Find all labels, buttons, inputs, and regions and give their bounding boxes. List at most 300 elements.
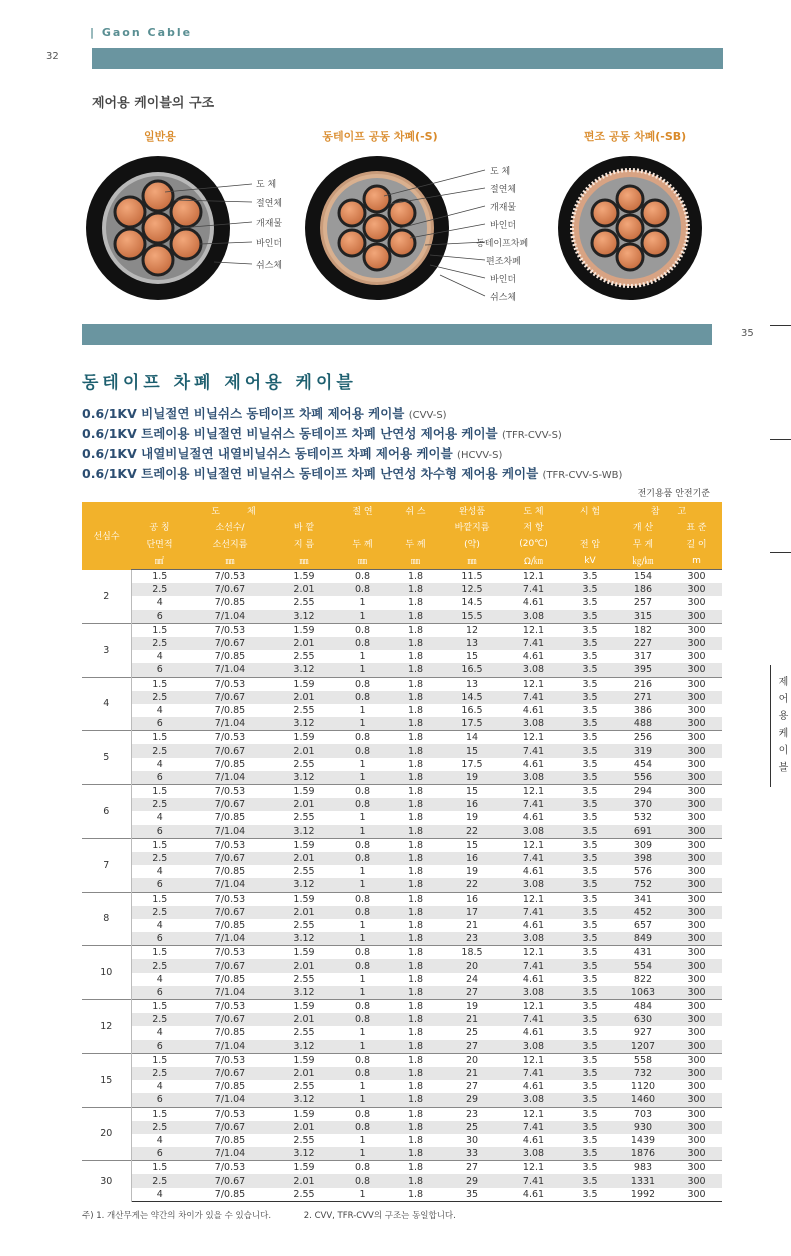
table-row xyxy=(82,878,722,892)
table-row xyxy=(82,785,722,799)
table-cell: 16 xyxy=(442,852,502,865)
table-cell: 12.1 xyxy=(502,1000,565,1014)
header-unit: ㎟ xyxy=(131,552,188,570)
table-cell: 25 xyxy=(442,1121,502,1134)
part-label: 절연체 xyxy=(256,199,283,209)
subtitle-4: 0.6/1KV 트레이용 비닐절연 비닐쉬스 동테이프 차폐 난연성 차수형 제어용 케이블 (TFR-CVV-S-WB) xyxy=(82,466,623,481)
table-cell: 300 xyxy=(671,1067,722,1080)
table-cell: 1.5 xyxy=(131,946,188,960)
table-cell: 1 xyxy=(359,812,366,824)
table-cell: 0.8 xyxy=(336,798,389,811)
table-cell: 7.41 xyxy=(502,691,565,704)
table-cell: 1.8 xyxy=(407,1134,424,1146)
table-cell: 930 xyxy=(615,1121,671,1134)
part-label: 편조차폐 xyxy=(486,257,521,267)
table-cell: 2.01 xyxy=(272,1174,336,1187)
table-cell: 1.5 xyxy=(131,1107,188,1121)
table-cell: 7/1.04 xyxy=(188,986,272,1000)
table-cell: 2.01 xyxy=(272,637,336,650)
table-cell: 300 xyxy=(671,906,722,919)
table-cell: 7/0.53 xyxy=(188,677,272,691)
table-cell: 3.08 xyxy=(502,932,565,946)
table-cell: 3.12 xyxy=(272,878,336,892)
table-cell: 2.5 xyxy=(131,1174,188,1187)
table-cell: 0.8 xyxy=(336,892,389,906)
table-cell: 18.5 xyxy=(442,946,502,960)
table-row xyxy=(82,1026,722,1039)
table-cell: 3.5 xyxy=(582,571,598,583)
table-row xyxy=(82,758,722,771)
table-cell: 1 xyxy=(336,1147,389,1161)
table-cell: 300 xyxy=(671,583,722,596)
table-cell: 703 xyxy=(615,1107,671,1121)
core-count-cell: 12 xyxy=(82,1000,131,1054)
table-cell: 12.1 xyxy=(502,623,565,637)
table-cell: 2.5 xyxy=(131,852,188,865)
part-label: 개재물 xyxy=(256,219,283,229)
table-cell: 1.59 xyxy=(293,571,315,583)
table-cell: 1.5 xyxy=(131,731,188,745)
table-cell: 300 xyxy=(671,892,722,906)
table-row xyxy=(82,691,722,704)
header-cell: 공 칭 xyxy=(131,518,188,535)
table-cell: 2.01 xyxy=(272,798,336,811)
part-label: 바인더 xyxy=(256,239,283,249)
table-cell: 3.5 xyxy=(565,1093,615,1107)
table-cell: 7/0.85 xyxy=(214,812,246,824)
table-cell: 691 xyxy=(615,825,671,839)
table-row xyxy=(82,570,722,584)
part-label: 도 체 xyxy=(256,180,277,190)
table-row xyxy=(82,825,722,839)
table-cell: 2.01 xyxy=(272,906,336,919)
table-cell: 3.5 xyxy=(565,583,615,596)
table-cell: 7/0.53 xyxy=(188,1107,272,1121)
table-row xyxy=(82,1040,722,1054)
table-cell: 256 xyxy=(615,731,671,745)
table-cell: 1.8 xyxy=(389,959,442,972)
table-cell: 1.59 xyxy=(272,677,336,691)
table-cell: 12.1 xyxy=(502,1161,565,1175)
table-cell: 1 xyxy=(359,973,366,985)
table-cell: 4 xyxy=(156,1081,163,1093)
table-cell: 3.5 xyxy=(582,1134,598,1146)
part-label: 동테이프차폐 xyxy=(476,239,529,249)
table-cell: 3.08 xyxy=(502,1040,565,1054)
table-cell: 7/0.85 xyxy=(214,973,246,985)
table-cell: 7/0.67 xyxy=(188,1121,272,1134)
table-cell: 12.1 xyxy=(502,731,565,745)
cable-cross-sections xyxy=(0,140,791,310)
core-count-cell: 5 xyxy=(82,731,131,785)
table-cell: 576 xyxy=(633,866,653,878)
table-cell: 1 xyxy=(359,651,366,663)
table-cell: 0.8 xyxy=(336,838,389,852)
table-cell: 1 xyxy=(336,1093,389,1107)
table-cell: 3.5 xyxy=(582,973,598,985)
table-cell: 12.1 xyxy=(502,892,565,906)
table-row xyxy=(82,1107,722,1121)
table-cell: 1.8 xyxy=(389,1121,442,1134)
table-cell: 341 xyxy=(615,892,671,906)
table-cell: 822 xyxy=(633,973,653,985)
subtitle-3: 0.6/1KV 내열비닐절연 내열비닐쉬스 동테이프 차폐 제어용 케이블 (HCVV-S) xyxy=(82,446,503,461)
header-ref: 참 고 xyxy=(615,502,722,518)
table-cell: 3.5 xyxy=(565,677,615,691)
table-cell: 4.61 xyxy=(522,973,545,985)
table-cell: 2.01 xyxy=(272,852,336,865)
table-cell: 17 xyxy=(442,906,502,919)
table-cell: 0.8 xyxy=(336,731,389,745)
table-cell: 1.59 xyxy=(272,838,336,852)
table-cell: 4.61 xyxy=(522,651,545,663)
table-cell: 20 xyxy=(442,959,502,972)
table-cell: 11.5 xyxy=(461,571,483,583)
table-cell: 3.12 xyxy=(272,986,336,1000)
table-cell: 6 xyxy=(131,717,188,731)
table-cell: 7/0.67 xyxy=(188,637,272,650)
header-unit: ㎜ xyxy=(389,552,442,570)
table-cell: 6 xyxy=(131,1093,188,1107)
header-cell xyxy=(336,518,389,535)
table-cell: 4.61 xyxy=(522,1134,545,1146)
table-cell: 3.08 xyxy=(502,1093,565,1107)
table-row xyxy=(82,838,722,852)
table-cell: 3.5 xyxy=(565,1107,615,1121)
table-cell: 1.8 xyxy=(389,731,442,745)
structure-title: 제어용 케이블의 구조 xyxy=(92,96,215,111)
table-row xyxy=(82,1161,722,1175)
table-cell: 6 xyxy=(131,986,188,1000)
table-row xyxy=(82,663,722,677)
table-row xyxy=(82,744,722,757)
core-count-cell: 4 xyxy=(82,677,131,731)
table-cell: 0.8 xyxy=(336,1000,389,1014)
header-cell: (약) xyxy=(442,535,502,552)
part-label: 절연체 xyxy=(490,185,517,195)
table-cell: 1.8 xyxy=(389,1161,442,1175)
table-cell: 3.5 xyxy=(582,597,598,609)
table-cell: 300 xyxy=(671,1040,722,1054)
table-cell: 4.61 xyxy=(522,1081,545,1093)
table-cell: 16.5 xyxy=(442,663,502,677)
table-row xyxy=(82,906,722,919)
table-cell: 7/0.67 xyxy=(188,744,272,757)
cable-title-tape-shield: 동테이프 공동 차폐(-S) xyxy=(322,130,438,143)
header-cell: 개 산 xyxy=(615,518,671,535)
table-cell: 309 xyxy=(615,838,671,852)
table-cell: 4 xyxy=(156,919,163,931)
table-cell: 3.5 xyxy=(582,1027,598,1039)
table-cell: 3.5 xyxy=(582,1081,598,1093)
table-cell: 271 xyxy=(615,691,671,704)
table-cell: 1.8 xyxy=(389,785,442,799)
table-cell: 3.12 xyxy=(272,717,336,731)
table-cell: 16 xyxy=(442,892,502,906)
table-cell: 2.55 xyxy=(293,1134,315,1146)
table-cell: 2.01 xyxy=(272,583,336,596)
table-cell: 1.59 xyxy=(272,785,336,799)
table-cell: 6 xyxy=(131,610,188,624)
table-cell: 300 xyxy=(687,651,706,663)
header-resistance: 도 체 xyxy=(502,502,565,518)
table-cell: 186 xyxy=(615,583,671,596)
table-row xyxy=(82,892,722,906)
table-cell: 24 xyxy=(465,973,479,985)
table-cell: 2.55 xyxy=(272,1188,336,1202)
table-cell: 19 xyxy=(465,812,479,824)
table-cell: 1.5 xyxy=(131,1000,188,1014)
table-cell: 1.8 xyxy=(407,973,424,985)
table-row xyxy=(82,959,722,972)
table-cell: 1.8 xyxy=(389,892,442,906)
table-row xyxy=(82,1013,722,1026)
table-cell: 2.55 xyxy=(293,1081,315,1093)
table-cell: 4 xyxy=(156,812,163,824)
table-cell: 1.59 xyxy=(272,1161,336,1175)
table-cell: 300 xyxy=(687,1134,706,1146)
table-cell: 7.41 xyxy=(502,1013,565,1026)
table-cell: 1.5 xyxy=(152,571,168,583)
table-row xyxy=(82,986,722,1000)
table-cell: 3.08 xyxy=(502,1147,565,1161)
table-cell: 12.1 xyxy=(522,571,545,583)
table-cell: 1992 xyxy=(615,1188,671,1202)
table-cell: 4 xyxy=(156,651,163,663)
header-cell: 두 께 xyxy=(336,535,389,552)
table-cell: 7/0.85 xyxy=(214,866,246,878)
table-cell: 7/0.67 xyxy=(188,959,272,972)
table-cell: 1120 xyxy=(630,1081,656,1093)
table-cell: 983 xyxy=(615,1161,671,1175)
table-cell: 3.5 xyxy=(565,771,615,785)
table-cell: 4 xyxy=(156,704,163,716)
table-cell: 3.5 xyxy=(565,691,615,704)
header-cell: 전 압 xyxy=(565,535,615,552)
table-cell: 1 xyxy=(336,663,389,677)
header-cell: 단면적 xyxy=(131,535,188,552)
table-cell: 2.5 xyxy=(131,1067,188,1080)
table-row xyxy=(82,973,722,986)
page-number-left: 32 xyxy=(46,51,59,62)
header-band-top xyxy=(92,48,723,69)
table-row xyxy=(82,1188,722,1202)
table-cell: 300 xyxy=(671,798,722,811)
table-cell: 1.59 xyxy=(272,1000,336,1014)
header-cores: 선심수 xyxy=(82,502,131,570)
table-cell: 0.8 xyxy=(336,946,389,960)
table-cell: 0.8 xyxy=(336,1174,389,1187)
table-cell: 300 xyxy=(671,986,722,1000)
table-cell: 3.5 xyxy=(582,866,598,878)
table-cell: 4 xyxy=(156,597,163,609)
table-cell: 4.61 xyxy=(522,919,545,931)
table-cell: 1.8 xyxy=(407,704,424,716)
header-sheath: 쉬 스 xyxy=(389,502,442,518)
table-row xyxy=(82,1080,722,1093)
table-cell: 300 xyxy=(687,704,706,716)
table-cell: 7/0.53 xyxy=(188,1053,272,1067)
table-cell: 20 xyxy=(442,1053,502,1067)
table-cell: 1 xyxy=(359,1027,366,1039)
table-row xyxy=(82,596,722,609)
table-cell: 1 xyxy=(336,986,389,1000)
table-cell: 7/0.53 xyxy=(188,623,272,637)
table-cell: 3.5 xyxy=(565,637,615,650)
header-cell: 지 름 xyxy=(272,535,336,552)
table-cell: 300 xyxy=(671,691,722,704)
table-cell: 3.5 xyxy=(565,838,615,852)
subtitle-2: 0.6/1KV 트레이용 비닐절연 비닐쉬스 동테이프 차폐 난연성 제어용 케이블 (TFR-CVV-S) xyxy=(82,426,562,441)
table-cell: 1.8 xyxy=(389,1000,442,1014)
table-cell: 7/0.53 xyxy=(188,1000,272,1014)
table-cell: 7.41 xyxy=(502,637,565,650)
table-cell: 7.41 xyxy=(502,744,565,757)
table-cell: 3.5 xyxy=(565,744,615,757)
table-cell: 1 xyxy=(336,1188,389,1202)
table-cell: 3.12 xyxy=(272,1147,336,1161)
table-cell: 1.8 xyxy=(407,758,424,770)
table-cell: 3.12 xyxy=(272,663,336,677)
table-cell: 1 xyxy=(336,610,389,624)
table-cell: 7/1.04 xyxy=(188,878,272,892)
table-cell: 3.5 xyxy=(565,878,615,892)
table-cell: 1 xyxy=(359,866,366,878)
table-cell: 0.8 xyxy=(336,785,389,799)
table-cell: 2.5 xyxy=(131,798,188,811)
table-cell: 1.8 xyxy=(407,812,424,824)
table-cell: 300 xyxy=(687,812,706,824)
table-cell: 15 xyxy=(442,744,502,757)
table-cell: 300 xyxy=(671,771,722,785)
table-cell: 2.01 xyxy=(272,744,336,757)
table-cell: 1.8 xyxy=(407,597,424,609)
table-row xyxy=(82,1174,722,1187)
table-cell: 2.55 xyxy=(293,1027,315,1039)
cable-title-braid-shield: 편조 공동 차폐(-SB) xyxy=(583,130,687,143)
table-row xyxy=(82,798,722,811)
table-row xyxy=(82,771,722,785)
table-cell: 300 xyxy=(687,597,706,609)
table-cell: 3.5 xyxy=(565,892,615,906)
table-cell: 3.12 xyxy=(272,1040,336,1054)
table-cell: 1.5 xyxy=(131,623,188,637)
table-cell: 1.8 xyxy=(407,866,424,878)
table-row xyxy=(82,1093,722,1107)
table-cell: 2.01 xyxy=(272,1013,336,1026)
table-cell: 1.59 xyxy=(272,892,336,906)
footnote xyxy=(82,1209,486,1221)
table-cell: 7/1.04 xyxy=(188,771,272,785)
table-cell: 630 xyxy=(615,1013,671,1026)
table-cell: 300 xyxy=(671,1161,722,1175)
footnote-1: 주) 1. 개산무게는 약간의 차이가 있을 수 있습니다. xyxy=(82,1211,272,1221)
table-cell: 0.8 xyxy=(336,1121,389,1134)
header-unit: ㎜ xyxy=(188,552,272,570)
header-cell: 두 께 xyxy=(389,535,442,552)
table-cell: 16 xyxy=(442,798,502,811)
table-cell: 300 xyxy=(671,1147,722,1161)
table-cell: 2.55 xyxy=(293,919,315,931)
core-count-cell: 30 xyxy=(82,1161,131,1202)
table-row xyxy=(82,946,722,960)
table-cell: 4.61 xyxy=(522,866,545,878)
table-cell: 2.5 xyxy=(131,637,188,650)
brand-label: | Gaon Cable xyxy=(90,26,193,39)
table-cell: 657 xyxy=(633,919,653,931)
table-row xyxy=(82,583,722,596)
table-cell: 29 xyxy=(442,1093,502,1107)
table-cell: 4 xyxy=(156,1134,163,1146)
table-row xyxy=(82,1147,722,1161)
table-cell: 300 xyxy=(671,785,722,799)
header-unit: m xyxy=(671,552,722,570)
table-cell: 27 xyxy=(442,1040,502,1054)
table-cell: 1.8 xyxy=(389,1053,442,1067)
table-cell: 1.8 xyxy=(389,1147,442,1161)
table-row xyxy=(82,1134,722,1147)
table-cell: 1.5 xyxy=(131,1053,188,1067)
table-row xyxy=(82,865,722,878)
table-cell: 7.41 xyxy=(502,583,565,596)
table-cell: 3.5 xyxy=(565,1147,615,1161)
cable-title-general: 일반용 xyxy=(144,130,176,143)
table-cell: 30 xyxy=(465,1134,479,1146)
table-cell: 7/0.67 xyxy=(188,798,272,811)
table-row xyxy=(82,623,722,637)
table-cell: 7/0.53 xyxy=(188,838,272,852)
table-cell: 1.8 xyxy=(389,623,442,637)
table-cell: 12 xyxy=(442,623,502,637)
table-cell: 1.8 xyxy=(407,1027,424,1039)
table-cell: 7/0.53 xyxy=(188,1161,272,1175)
table-cell: 257 xyxy=(633,597,653,609)
table-cell: 1.8 xyxy=(389,744,442,757)
table-cell: 1.5 xyxy=(131,838,188,852)
table-cell: 16.5 xyxy=(461,704,483,716)
table-cell: 13 xyxy=(442,637,502,650)
table-cell: 300 xyxy=(687,1081,706,1093)
table-cell: 849 xyxy=(615,932,671,946)
table-cell: 6 xyxy=(131,1147,188,1161)
table-row xyxy=(82,811,722,824)
table-cell: 0.8 xyxy=(336,677,389,691)
table-cell: 1 xyxy=(359,1134,366,1146)
table-cell: 0.8 xyxy=(336,637,389,650)
table-cell: 1.59 xyxy=(272,731,336,745)
table-row xyxy=(82,610,722,624)
table-cell: 21 xyxy=(465,919,479,931)
table-cell: 29 xyxy=(442,1174,502,1187)
table-row xyxy=(82,1067,722,1080)
table-cell: 752 xyxy=(615,878,671,892)
table-row xyxy=(82,1121,722,1134)
table-cell: 4.61 xyxy=(522,758,545,770)
table-cell: 3.5 xyxy=(565,717,615,731)
table-cell: 1.5 xyxy=(131,892,188,906)
table-cell: 300 xyxy=(671,959,722,972)
table-cell: 3.5 xyxy=(582,758,598,770)
table-cell: 3.08 xyxy=(502,663,565,677)
table-row xyxy=(82,704,722,717)
header-unit: ㎜ xyxy=(336,552,389,570)
core-count-cell: 15 xyxy=(82,1053,131,1107)
table-cell: 452 xyxy=(615,906,671,919)
table-cell: 7/0.85 xyxy=(214,1134,246,1146)
table-cell: 7/0.53 xyxy=(188,785,272,799)
table-cell: 3.5 xyxy=(565,731,615,745)
table-cell: 0.8 xyxy=(336,1107,389,1121)
